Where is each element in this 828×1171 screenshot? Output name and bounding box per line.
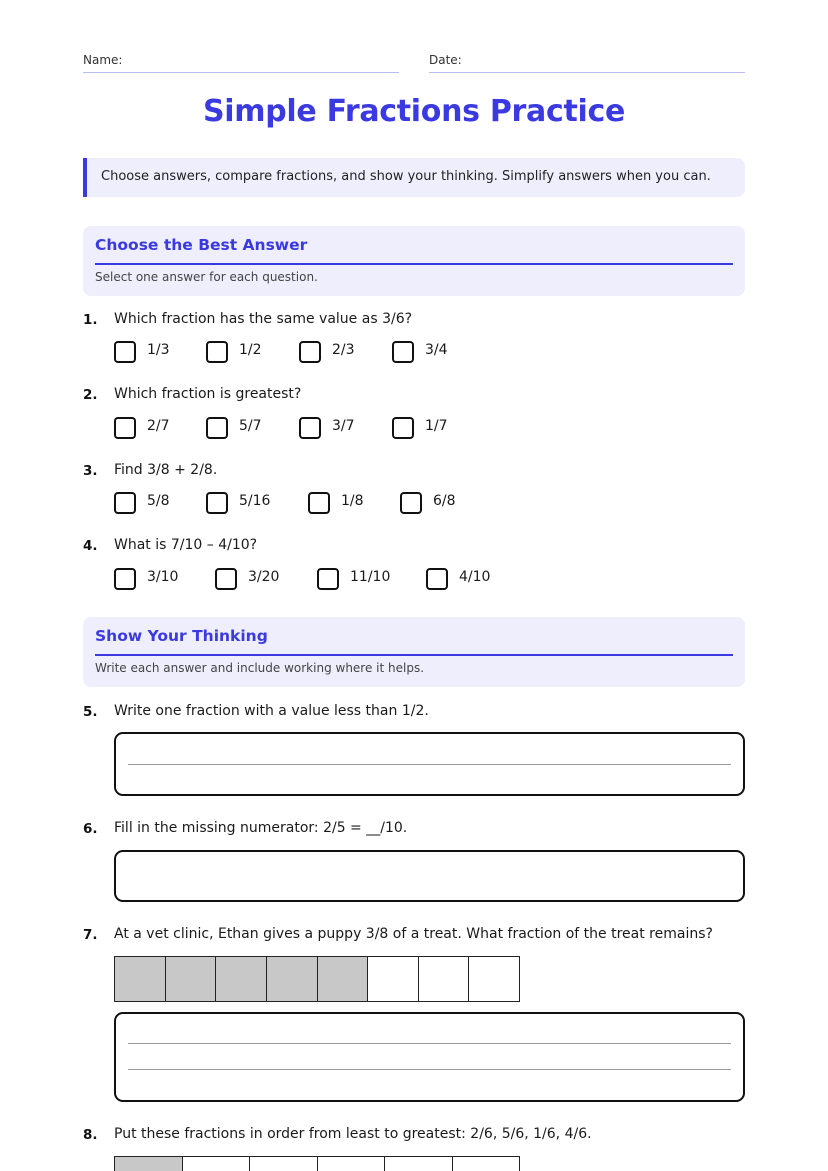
question-number: 2. xyxy=(83,387,98,403)
unshaded-part xyxy=(453,1157,520,1171)
answer-checkbox[interactable] xyxy=(114,492,136,514)
date-field-line[interactable] xyxy=(429,72,745,73)
answer-checkbox[interactable] xyxy=(426,568,448,590)
answer-checkbox[interactable] xyxy=(114,417,136,439)
section-title: Choose the Best Answer xyxy=(95,236,308,254)
page-title: Simple Fractions Practice xyxy=(202,94,626,129)
answer-option: 3/20 xyxy=(248,569,280,585)
answer-option: 2/7 xyxy=(147,418,170,434)
unshaded-part xyxy=(469,957,519,1001)
answer-option: 5/7 xyxy=(239,418,262,434)
answer-option: 6/8 xyxy=(433,493,456,509)
shaded-part xyxy=(115,1157,183,1171)
unshaded-part xyxy=(318,1157,386,1171)
question-number: 7. xyxy=(83,927,98,943)
shaded-part xyxy=(166,957,217,1001)
section-subtitle: Write each answer and include working where it helps. xyxy=(95,661,425,675)
answer-checkbox[interactable] xyxy=(114,568,136,590)
question-text: Find 3/8 + 2/8. xyxy=(114,462,218,478)
answer-option: 3/4 xyxy=(425,342,448,358)
answer-checkbox[interactable] xyxy=(215,568,237,590)
answer-option: 11/10 xyxy=(350,569,391,585)
question-number: 1. xyxy=(83,312,98,328)
name-label: Name: xyxy=(83,53,123,67)
answer-checkbox[interactable] xyxy=(400,492,422,514)
unshaded-part xyxy=(385,1157,453,1171)
answer-checkbox[interactable] xyxy=(392,341,414,363)
date-label: Date: xyxy=(429,53,462,67)
section-header-multiple-choice xyxy=(83,226,745,296)
answer-option: 3/7 xyxy=(332,418,355,434)
fraction-bar-model xyxy=(114,956,520,1002)
answer-option: 1/2 xyxy=(239,342,262,358)
name-field-line[interactable] xyxy=(83,72,399,73)
section-divider xyxy=(95,654,733,656)
shaded-part xyxy=(115,957,166,1001)
question-text: Put these fractions in order from least to greatest: 2/6, 5/6, 1/6, 4/6. xyxy=(114,1126,592,1142)
question-number: 6. xyxy=(83,821,98,837)
question-text: At a vet clinic, Ethan gives a puppy 3/8 of a treat. What fraction of the treat remains? xyxy=(114,926,713,942)
writing-line xyxy=(128,1043,731,1044)
section-divider xyxy=(95,263,733,265)
instructions-box xyxy=(83,158,745,197)
unshaded-part xyxy=(183,1157,251,1171)
section-header-show-thinking xyxy=(83,617,745,687)
answer-checkbox[interactable] xyxy=(392,417,414,439)
writing-line xyxy=(128,1069,731,1070)
unshaded-part xyxy=(419,957,470,1001)
question-text: Which fraction has the same value as 3/6? xyxy=(114,311,413,327)
answer-option: 1/7 xyxy=(425,418,448,434)
answer-checkbox[interactable] xyxy=(317,568,339,590)
question-text: What is 7/10 – 4/10? xyxy=(114,537,258,553)
question-text: Write one fraction with a value less than 1/2. xyxy=(114,703,429,719)
instructions-text: Choose answers, compare fractions, and show your thinking. Simplify answers when you can. xyxy=(101,169,711,184)
answer-checkbox[interactable] xyxy=(206,492,228,514)
writing-line xyxy=(128,764,731,765)
answer-option: 1/3 xyxy=(147,342,170,358)
answer-option: 5/8 xyxy=(147,493,170,509)
answer-checkbox[interactable] xyxy=(114,341,136,363)
answer-checkbox[interactable] xyxy=(308,492,330,514)
question-text: Fill in the missing numerator: 2/5 = __/10. xyxy=(114,820,408,836)
answer-option: 4/10 xyxy=(459,569,491,585)
answer-checkbox[interactable] xyxy=(206,341,228,363)
shaded-part xyxy=(216,957,267,1001)
answer-box[interactable] xyxy=(114,850,745,902)
answer-option: 5/16 xyxy=(239,493,271,509)
unshaded-part xyxy=(368,957,419,1001)
answer-box[interactable] xyxy=(114,732,745,796)
question-number: 3. xyxy=(83,463,98,479)
answer-checkbox[interactable] xyxy=(206,417,228,439)
answer-box[interactable] xyxy=(114,1012,745,1102)
unshaded-part xyxy=(250,1157,318,1171)
question-text: Which fraction is greatest? xyxy=(114,386,302,402)
question-number: 4. xyxy=(83,538,98,554)
section-title: Show Your Thinking xyxy=(95,627,268,645)
answer-checkbox[interactable] xyxy=(299,341,321,363)
question-number: 8. xyxy=(83,1127,98,1143)
answer-checkbox[interactable] xyxy=(299,417,321,439)
shaded-part xyxy=(318,957,369,1001)
question-number: 5. xyxy=(83,704,98,720)
shaded-part xyxy=(267,957,318,1001)
answer-option: 1/8 xyxy=(341,493,364,509)
fraction-bar-model xyxy=(114,1156,520,1171)
section-subtitle: Select one answer for each question. xyxy=(95,270,318,284)
answer-option: 3/10 xyxy=(147,569,179,585)
answer-option: 2/3 xyxy=(332,342,355,358)
